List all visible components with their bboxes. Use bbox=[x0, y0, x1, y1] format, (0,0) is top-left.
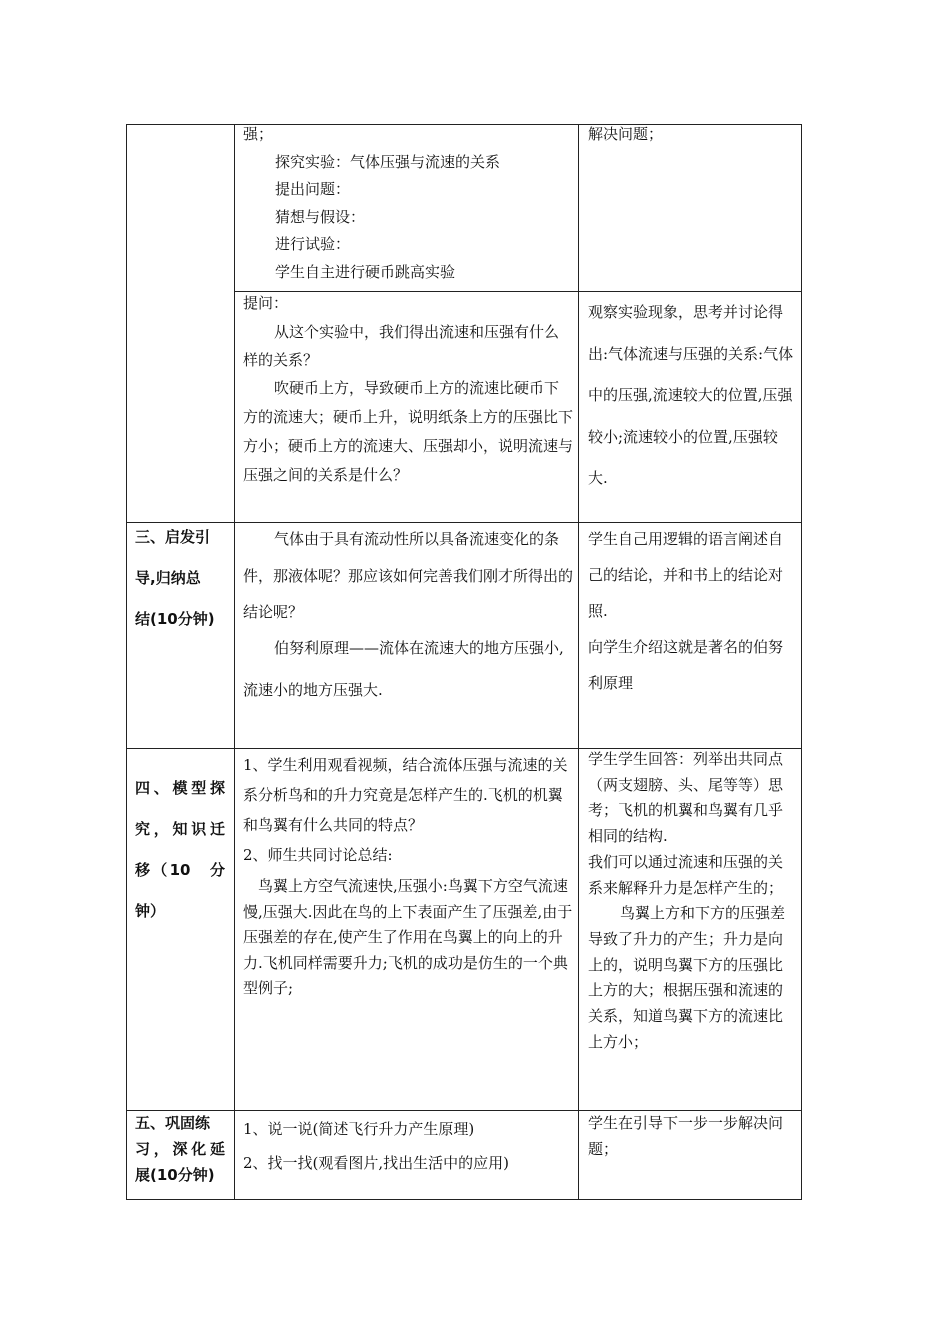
column-divider bbox=[234, 124, 235, 1200]
text-line: 2、师生共同讨论总结: bbox=[243, 846, 393, 864]
text-paragraph: 1、学生利用观看视频，结合流体压强与流速的关系分析鸟和的升力究竟是怎样产生的.飞机的机翼和鸟翼有什么共同的特点？ bbox=[243, 756, 568, 834]
text-line: 强； bbox=[243, 125, 274, 143]
text-line: 解决问题； bbox=[588, 125, 664, 143]
student-activity-cell bbox=[588, 121, 796, 149]
text-paragraph: 观察实验现象，思考并讨论得出:气体流速与压强的关系:气体中的压强,流速较大的位置,压强较小;流速较小的位置,压强较大. bbox=[588, 303, 794, 487]
text-paragraph: 伯努利原理——流体在流速大的地方压强小,流速小的地方压强大. bbox=[243, 638, 564, 699]
student-activity-cell bbox=[588, 747, 796, 1055]
text-paragraph: 学生自己用逻辑的语言阐述自己的结论，并和书上的结论对照. bbox=[588, 530, 784, 620]
text-paragraph: 鸟翼上方空气流速快,压强小:鸟翼下方空气流速慢,压强大.因此在鸟的上下表面产生了压强差,由于压强差的存在,使产生了作用在鸟翼上的向上的升力.飞机同样需要升力;飞机的成功是仿生的一个典型例子; bbox=[243, 877, 573, 997]
text-line: 学生自主进行硬币跳高实验 bbox=[275, 262, 456, 281]
text-paragraph: 吹硬币上方，导致硬币上方的流速比硬币下方的流速大；硬币上升，说明纸条上方的压强比下方小；硬币上方的流速大、压强却小，说明流速与压强之间的关系是什么？ bbox=[243, 379, 574, 484]
text-line: 提出问题： bbox=[275, 180, 351, 198]
text-paragraph: 从这个实验中，我们得出流速和压强有什么样的关系？ bbox=[243, 323, 560, 369]
text-line: 1、说一说(简述飞行升力产生原理) bbox=[243, 1120, 475, 1138]
stage-line: 习，深化延 bbox=[135, 1140, 225, 1158]
stage-line: 导,归纳总 bbox=[135, 569, 201, 587]
student-activity-cell bbox=[588, 521, 796, 701]
stage-line: 三、启发引 bbox=[135, 528, 211, 546]
stage-line: 结(10分钟) bbox=[135, 610, 215, 628]
stage-line: 移（10 分 bbox=[135, 861, 225, 879]
stage-label-cell bbox=[135, 517, 225, 640]
teacher-activity-cell bbox=[243, 521, 573, 711]
stage-label-cell bbox=[135, 1110, 225, 1188]
teacher-activity-cell bbox=[243, 750, 573, 1002]
stage-line: 钟） bbox=[135, 902, 166, 920]
text-paragraph: 向学生介绍这就是著名的伯努利原理 bbox=[588, 638, 784, 692]
stage-line: 四、模型探 bbox=[135, 779, 225, 797]
text-line: 进行试验： bbox=[275, 235, 351, 253]
stage-line: 展(10分钟) bbox=[135, 1166, 215, 1184]
text-paragraph: 学生学生回答：列举出共同点（两支翅膀、头、尾等等）思考；飞机的机翼和鸟翼有几乎相同的结构. bbox=[588, 750, 784, 846]
student-activity-cell bbox=[588, 292, 796, 500]
stage-label-cell bbox=[135, 768, 225, 932]
teacher-activity-cell bbox=[243, 1112, 573, 1180]
stage-line: 究，知识迁 bbox=[135, 820, 225, 838]
student-activity-cell bbox=[588, 1110, 796, 1162]
stage-line: 五、巩固练 bbox=[135, 1114, 211, 1132]
text-paragraph: 鸟翼上方和下方的压强差导致了升力的产生；升力是向上的，说明鸟翼下方的压强比上方的大；根据压强和流速的关系，知道鸟翼下方的流速比上方小； bbox=[588, 904, 786, 1051]
text-paragraph: 学生在引导下一步一步解决问题； bbox=[588, 1114, 784, 1158]
text-line: 提问： bbox=[243, 294, 289, 312]
teacher-activity-cell bbox=[243, 290, 573, 490]
text-paragraph: 气体由于具有流动性所以具备流速变化的条件，那液体呢？那应该如何完善我们刚才所得出的结论呢？ bbox=[243, 530, 574, 621]
text-line: 猜想与假设： bbox=[275, 207, 366, 226]
text-line: 2、找一找(观看图片,找出生活中的应用) bbox=[243, 1154, 510, 1172]
teacher-activity-cell bbox=[243, 121, 573, 286]
column-divider bbox=[578, 124, 579, 1200]
text-line: 探究实验：气体压强与流速的关系 bbox=[275, 152, 501, 171]
text-paragraph: 我们可以通过流速和压强的关系来解释升力是怎样产生的； bbox=[588, 852, 784, 897]
